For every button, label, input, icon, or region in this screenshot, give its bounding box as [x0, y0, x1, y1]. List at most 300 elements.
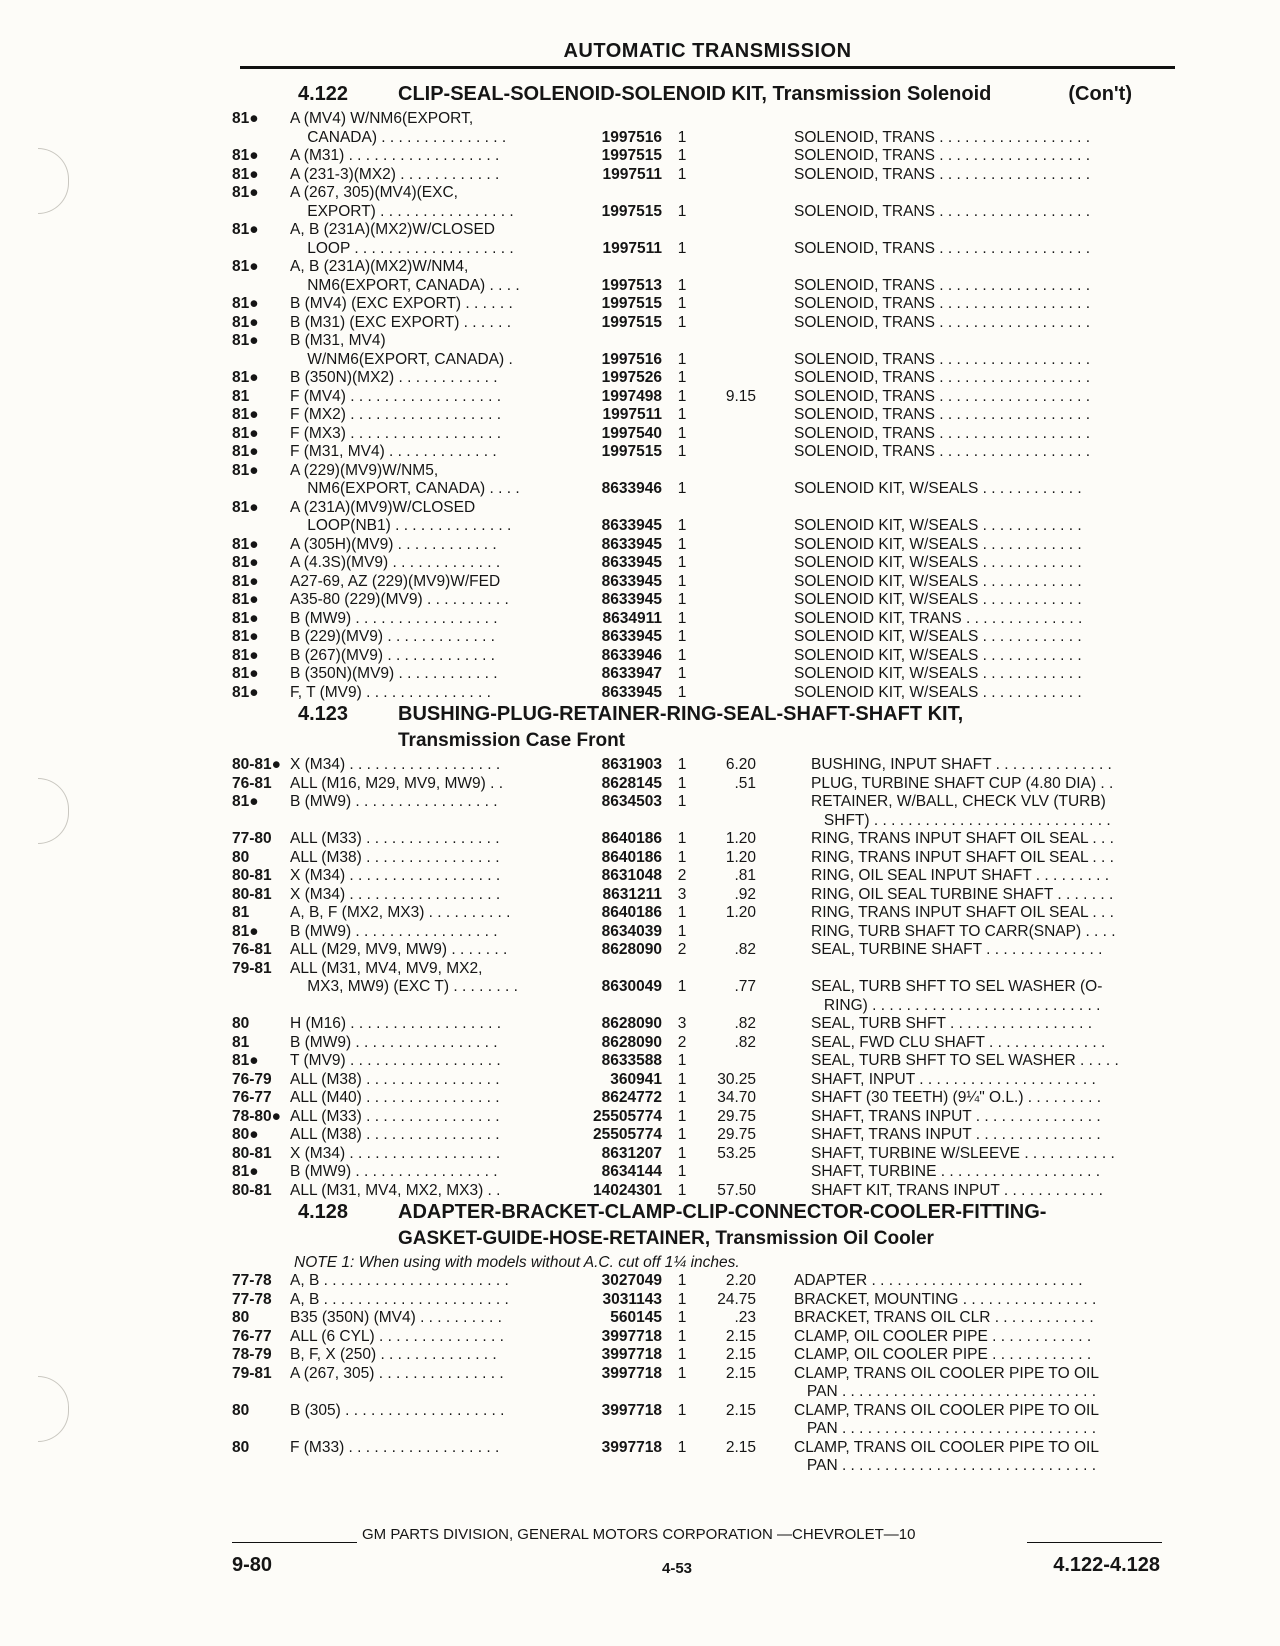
part-number: 8631903: [601, 756, 662, 773]
header-rule: [240, 66, 1175, 69]
model-year: 81●: [232, 1163, 259, 1180]
part-number: 8628090: [601, 1015, 662, 1032]
part-number: 1997513: [601, 276, 662, 294]
part-number: [560, 221, 662, 240]
model-description: B (MW9) . . . . . . . . . . . . . . . . .: [290, 609, 498, 627]
part-name: SOLENOID, TRANS . . . . . . . . . . . . . . . . . .: [794, 165, 1090, 183]
model-description: F (M33) . . . . . . . . . . . . . . . . . .: [290, 1438, 500, 1456]
part-row: [232, 406, 1192, 425]
part-name: SEAL, TURB SHFT . . . . . . . . . . . . . . . . .: [811, 1015, 1093, 1032]
quantity: [662, 258, 702, 277]
model-year: 81●: [232, 461, 259, 479]
part-name: [756, 184, 1169, 203]
footer-rule-left: [232, 1542, 357, 1543]
model-description: ALL (M40) . . . . . . . . . . . . . . . .: [290, 1089, 500, 1106]
part-number: 1997516: [601, 128, 662, 146]
part-number: [560, 110, 662, 129]
model-year: 81●: [232, 554, 259, 571]
part-row: [232, 203, 1192, 222]
part-name: CLAMP, TRANS OIL COOLER PIPE TO OIL: [794, 1401, 1099, 1419]
model-description: ALL (M16, M29, MV9, MW9) . .: [290, 774, 504, 792]
punch-hole-shape: [38, 778, 69, 844]
model-description: [290, 1420, 560, 1439]
part-row: [232, 129, 1192, 148]
model-description: A35-80 (229)(MV9) . . . . . . . . . .: [290, 591, 509, 608]
quantity: 1: [677, 1126, 687, 1143]
part-row: [232, 332, 1192, 351]
quantity: 1: [677, 683, 687, 701]
price: [702, 499, 756, 518]
section-title: GASKET-GUIDE-HOSE-RETAINER, Transmission Oil Cooler: [398, 1228, 934, 1249]
page-title: AUTOMATIC TRANSMISSION: [563, 40, 852, 62]
part-number: 8633947: [601, 665, 662, 682]
quantity: 1: [677, 572, 687, 590]
quantity: 1: [677, 313, 687, 331]
model-year: 80-81●: [232, 756, 282, 773]
model-description: F (MX2) . . . . . . . . . . . . . . . . . .: [290, 406, 501, 423]
model-year: 81●: [232, 628, 259, 645]
model-description: ALL (M31, MV4, MX2, MX3) . .: [290, 1181, 501, 1199]
part-number: 8633945: [601, 535, 662, 553]
part-number: 8634911: [602, 609, 662, 627]
model-year: 80●: [232, 1126, 259, 1143]
model-year: 77-78: [232, 1272, 272, 1289]
price: [702, 110, 756, 129]
model-description: B (MW9) . . . . . . . . . . . . . . . . .: [290, 922, 498, 940]
quantity: 1: [677, 1327, 687, 1345]
model-description: LOOP(NB1) . . . . . . . . . . . . . .: [290, 517, 512, 534]
model-year: 80: [232, 1438, 250, 1456]
price: [702, 554, 756, 573]
model-description: T (MV9) . . . . . . . . . . . . . . . . . .: [290, 1052, 501, 1069]
part-name: SEAL, TURB SHFT TO SEL WASHER (O-: [811, 978, 1103, 995]
model-year: 79-81: [232, 959, 272, 977]
model-description: ALL (M38) . . . . . . . . . . . . . . . .: [290, 1126, 500, 1143]
part-row: [232, 1328, 1192, 1347]
part-row: [232, 904, 1192, 923]
model-year: 81●: [232, 665, 259, 682]
part-number: 14024301: [593, 1181, 662, 1199]
part-number: 8631211: [602, 885, 662, 903]
part-name: RING, TRANS INPUT SHAFT OIL SEAL . . .: [811, 904, 1114, 921]
part-name: SOLENOID, TRANS . . . . . . . . . . . . . . . . . .: [794, 147, 1090, 164]
model-year: 77-80: [232, 830, 272, 847]
part-number: 3027049: [601, 1272, 662, 1289]
price: [702, 129, 756, 148]
part-number: 1997511: [602, 239, 662, 257]
quantity: [662, 960, 702, 979]
part-name: SHAFT KIT, TRANS INPUT . . . . . . . . . . . .: [811, 1181, 1103, 1199]
price: [702, 1457, 756, 1476]
part-name: BRACKET, MOUNTING . . . . . . . . . . . . . . . .: [794, 1290, 1097, 1308]
quantity: 1: [677, 1272, 687, 1289]
quantity: 1: [677, 591, 687, 608]
price: [702, 793, 756, 812]
model-description: ALL (M33) . . . . . . . . . . . . . . . .: [290, 1107, 500, 1125]
page-header: [240, 40, 1175, 69]
model-year: 81●: [232, 646, 259, 664]
price: 2.15: [725, 1327, 756, 1345]
section-number: [232, 730, 398, 751]
quantity: 1: [677, 1089, 687, 1106]
model-year: 76-77: [232, 1327, 272, 1345]
quantity: 1: [677, 369, 687, 386]
price: [702, 462, 756, 481]
model-year: 80: [232, 1015, 250, 1032]
model-description: B (229)(MV9) . . . . . . . . . . . . .: [290, 628, 495, 645]
quantity: 1: [677, 535, 687, 553]
part-row: [232, 166, 1192, 185]
part-name: SEAL, TURBINE SHAFT . . . . . . . . . . . . . .: [811, 941, 1103, 958]
price: [702, 277, 756, 296]
quantity: 3: [677, 885, 687, 903]
model-year: 78-79: [232, 1346, 272, 1363]
part-number: [560, 1420, 662, 1439]
quantity: 2: [677, 867, 687, 884]
part-row: [232, 775, 1192, 794]
part-name: RING, OIL SEAL INPUT SHAFT . . . . . . . . .: [811, 867, 1110, 884]
price: [702, 923, 756, 942]
price: .23: [734, 1309, 756, 1326]
part-number: 8630049: [601, 978, 662, 995]
model-description: F (M31, MV4) . . . . . . . . . . . . .: [290, 443, 497, 460]
part-row: [232, 388, 1192, 407]
price: 1.20: [725, 848, 756, 866]
part-name: SOLENOID, TRANS . . . . . . . . . . . . . . . . . .: [794, 350, 1090, 368]
model-year: 80: [232, 1309, 250, 1326]
quantity: 1: [677, 1181, 687, 1199]
price: [702, 812, 756, 831]
model-year: 81●: [232, 424, 259, 442]
part-name: PAN . . . . . . . . . . . . . . . . . . . . . . . . . . . . . .: [794, 1457, 1097, 1474]
model-description: A (267, 305) . . . . . . . . . . . . . . .: [290, 1364, 504, 1382]
quantity: [662, 997, 702, 1016]
part-number: 8634039: [601, 922, 662, 940]
part-row: [232, 1346, 1192, 1365]
part-name: RING, TURB SHAFT TO CARR(SNAP) . . . .: [811, 922, 1116, 940]
part-row: [232, 221, 1192, 240]
part-number: 1997511: [602, 165, 662, 183]
part-number: [560, 1457, 662, 1476]
parts-section: [232, 84, 1192, 702]
part-row: [232, 1272, 1192, 1291]
section-title: CLIP-SEAL-SOLENOID-SOLENOID KIT, Transmission Solenoid: [398, 83, 992, 105]
quantity: [662, 462, 702, 481]
price: [702, 517, 756, 536]
quantity: 1: [677, 295, 687, 312]
section-note: NOTE 1: When using with models without A.C. cut off 1¼ inches.: [294, 1254, 740, 1271]
price: 1.20: [725, 830, 756, 847]
part-number: 1997515: [601, 295, 662, 312]
model-year: [232, 1420, 290, 1439]
footer-rule-right: [1027, 1542, 1162, 1543]
part-number: 8633945: [601, 517, 662, 534]
part-row: [232, 867, 1192, 886]
quantity: 1: [677, 350, 687, 368]
model-description: NM6(EXPORT, CANADA) . . . .: [290, 276, 520, 294]
part-number: 3997718: [601, 1346, 662, 1363]
part-row: [232, 480, 1192, 499]
price: [702, 184, 756, 203]
price: 57.50: [717, 1181, 756, 1199]
model-description: A27-69, AZ (229)(MV9)W/FED: [290, 572, 501, 590]
quantity: 1: [677, 848, 687, 866]
quantity: 2: [677, 941, 687, 958]
part-row: [232, 184, 1192, 203]
quantity: 1: [677, 165, 687, 183]
model-description: A (M31) . . . . . . . . . . . . . . . . . .: [290, 147, 500, 164]
model-description: A, B (231A)(MX2)W/NM4,: [290, 258, 469, 275]
part-row: [232, 1439, 1192, 1458]
part-row: [232, 1052, 1192, 1071]
part-row: [232, 110, 1192, 129]
part-row: [232, 573, 1192, 592]
section-number: 4.122: [298, 83, 349, 105]
model-description: A, B (231A)(MX2)W/CLOSED: [290, 221, 495, 238]
model-year: 81●: [232, 184, 259, 201]
part-row: [232, 1365, 1192, 1384]
part-number: 8633945: [601, 554, 662, 571]
part-name: SHAFT, INPUT . . . . . . . . . . . . . . . . . . . . .: [811, 1070, 1096, 1088]
model-description: A (231A)(MV9)W/CLOSED: [290, 498, 476, 516]
model-description: H (M16) . . . . . . . . . . . . . . . . . .: [290, 1015, 502, 1032]
model-description: ALL (M38) . . . . . . . . . . . . . . . .: [290, 1070, 500, 1088]
model-description: A (229)(MV9)W/NM5,: [290, 461, 439, 479]
footer-publisher: GM PARTS DIVISION, GENERAL MOTORS CORPORATION —CHEVROLET—10: [362, 1526, 916, 1543]
parts-content: [232, 82, 1192, 1476]
part-number: 3997718: [601, 1401, 662, 1419]
section-heading: [232, 84, 1192, 105]
part-number: 8628090: [601, 1033, 662, 1051]
part-number: [560, 184, 662, 203]
quantity: 1: [677, 646, 687, 664]
model-year: [232, 203, 290, 222]
model-description: F (MV4) . . . . . . . . . . . . . . . . . .: [290, 387, 501, 405]
model-year: [232, 1457, 290, 1476]
part-name: SOLENOID, TRANS . . . . . . . . . . . . . . . . . .: [794, 369, 1090, 386]
quantity: 1: [677, 239, 687, 257]
part-number: 1997540: [601, 424, 662, 442]
model-description: X (M34) . . . . . . . . . . . . . . . . . .: [290, 867, 501, 884]
part-row: [232, 277, 1192, 296]
price: [702, 997, 756, 1016]
part-name: SOLENOID KIT, W/SEALS . . . . . . . . . . . .: [794, 572, 1082, 590]
model-year: 80: [232, 848, 250, 866]
model-year: [232, 351, 290, 370]
part-row: [232, 554, 1192, 573]
part-number: 1997526: [601, 369, 662, 386]
price: 2.15: [725, 1438, 756, 1456]
part-name: SOLENOID KIT, W/SEALS . . . . . . . . . . . .: [794, 646, 1082, 664]
part-number: 8628145: [601, 774, 662, 792]
part-number: 3997718: [601, 1327, 662, 1345]
model-description: W/NM6(EXPORT, CANADA) .: [290, 350, 513, 368]
part-name: SOLENOID, TRANS . . . . . . . . . . . . . . . . . .: [794, 239, 1090, 257]
quantity: 3: [677, 1015, 687, 1032]
model-description: X (M34) . . . . . . . . . . . . . . . . . .: [290, 885, 501, 903]
price: 2.15: [725, 1401, 756, 1419]
part-number: 3997718: [601, 1364, 662, 1382]
part-row: [232, 258, 1192, 277]
model-year: 81●: [232, 313, 259, 331]
part-name: SOLENOID KIT, W/SEALS . . . . . . . . . . . .: [794, 554, 1082, 571]
price: [702, 425, 756, 444]
part-name: SOLENOID, TRANS . . . . . . . . . . . . . . . . . .: [794, 276, 1090, 294]
model-year: 80-81: [232, 1181, 272, 1199]
model-year: 76-81: [232, 941, 272, 958]
quantity: 1: [677, 793, 687, 810]
model-year: 81●: [232, 498, 259, 516]
part-name: BUSHING, INPUT SHAFT . . . . . . . . . . . . . .: [811, 756, 1112, 773]
part-number: [560, 812, 662, 831]
model-description: A, B, F (MX2, MX3) . . . . . . . . . .: [290, 904, 511, 921]
model-year: 81●: [232, 332, 259, 349]
quantity: 1: [677, 424, 687, 442]
part-number: 8640186: [601, 848, 662, 866]
quantity: 1: [677, 1052, 687, 1069]
part-number: 8633588: [601, 1052, 662, 1069]
part-row: [232, 1383, 1192, 1402]
part-row: [232, 941, 1192, 960]
model-description: B (305) . . . . . . . . . . . . . . . . . . .: [290, 1401, 505, 1419]
model-year: 78-80●: [232, 1107, 282, 1125]
price: 1.20: [725, 904, 756, 921]
parts-section: [232, 1202, 1192, 1476]
model-description: B (350N)(MV9) . . . . . . . . . . . .: [290, 665, 498, 682]
price: 29.75: [717, 1107, 756, 1125]
price: .82: [734, 941, 756, 958]
part-number: [560, 997, 662, 1016]
part-name: SOLENOID, TRANS . . . . . . . . . . . . . . . . . .: [794, 387, 1090, 405]
price: [702, 647, 756, 666]
model-year: 80-81: [232, 867, 272, 884]
part-name: [756, 221, 1169, 240]
continued-label: (Con't): [1068, 83, 1132, 105]
model-year: 81●: [232, 535, 259, 553]
part-name: CLAMP, TRANS OIL COOLER PIPE TO OIL: [794, 1364, 1099, 1382]
model-description: A (305H)(MV9) . . . . . . . . . . . .: [290, 535, 497, 553]
model-description: EXPORT) . . . . . . . . . . . . . . . .: [290, 202, 514, 220]
model-year: 81●: [232, 110, 259, 127]
section-number: [232, 1228, 398, 1249]
model-year: 81●: [232, 295, 259, 312]
part-number: 1997498: [601, 387, 662, 405]
quantity: 1: [677, 202, 687, 220]
part-row: [232, 1015, 1192, 1034]
model-description: X (M34) . . . . . . . . . . . . . . . . . .: [290, 756, 501, 773]
part-name: [756, 499, 1169, 518]
part-row: [232, 628, 1192, 647]
price: .51: [734, 774, 756, 792]
part-number: 1997515: [601, 313, 662, 331]
quantity: 1: [677, 1346, 687, 1363]
part-number: 8633945: [601, 572, 662, 590]
price: [702, 573, 756, 592]
part-name: SOLENOID KIT, TRANS . . . . . . . . . . . . . .: [794, 609, 1083, 627]
price: [702, 536, 756, 555]
model-year: 81●: [232, 572, 259, 590]
part-row: [232, 647, 1192, 666]
model-description: A (MV4) W/NM6(EXPORT,: [290, 110, 474, 127]
model-description: [290, 1457, 560, 1476]
price: 2.20: [725, 1272, 756, 1289]
part-name: SOLENOID, TRANS . . . . . . . . . . . . . . . . . .: [794, 424, 1090, 442]
part-name: RING, OIL SEAL TURBINE SHAFT . . . . . . .: [811, 885, 1114, 903]
quantity: 2: [677, 1033, 687, 1051]
model-description: ALL (M38) . . . . . . . . . . . . . . . .: [290, 848, 500, 866]
footer-page-number: 4-53: [662, 1560, 693, 1577]
part-name: SEAL, FWD CLU SHAFT . . . . . . . . . . . . . .: [811, 1033, 1106, 1051]
part-row: [232, 443, 1192, 462]
quantity: [662, 221, 702, 240]
model-year: 81●: [232, 922, 259, 940]
part-row: [232, 1108, 1192, 1127]
model-description: ALL (M33) . . . . . . . . . . . . . . . .: [290, 830, 500, 847]
price: [702, 369, 756, 388]
price: [702, 203, 756, 222]
section-number: 4.128: [298, 1201, 349, 1223]
part-row: [232, 830, 1192, 849]
parts-section: [232, 704, 1192, 1200]
part-number: 360941: [610, 1070, 662, 1088]
model-description: B (MW9) . . . . . . . . . . . . . . . . .: [290, 793, 498, 810]
part-row: [232, 1163, 1192, 1182]
part-name: PLUG, TURBINE SHAFT CUP (4.80 DIA) . .: [811, 774, 1114, 792]
price: [702, 960, 756, 979]
part-name: PAN . . . . . . . . . . . . . . . . . . . . . . . . . . . . . .: [794, 1420, 1097, 1437]
part-name: [756, 332, 1169, 351]
model-year: 80-81: [232, 1144, 272, 1162]
part-number: 8628090: [601, 941, 662, 958]
price: [702, 295, 756, 314]
part-row: [232, 1034, 1192, 1053]
section-title: BUSHING-PLUG-RETAINER-RING-SEAL-SHAFT-SHAFT KIT,: [398, 703, 964, 725]
quantity: 1: [677, 774, 687, 792]
model-year: [232, 240, 290, 259]
footer-section-range: 4.122-4.128: [1053, 1554, 1160, 1576]
quantity: [662, 1457, 702, 1476]
part-row: [232, 314, 1192, 333]
part-number: [560, 332, 662, 351]
part-number: [560, 258, 662, 277]
model-year: 79-81: [232, 1364, 272, 1382]
part-row: [232, 1089, 1192, 1108]
quantity: [662, 110, 702, 129]
price: [702, 1420, 756, 1439]
part-name: SOLENOID KIT, W/SEALS . . . . . . . . . . . .: [794, 665, 1082, 682]
model-description: B (MV4) (EXC EXPORT) . . . . . .: [290, 295, 513, 312]
model-year: 81●: [232, 591, 259, 608]
section-heading: [232, 730, 1192, 751]
part-row: [232, 997, 1192, 1016]
model-year: 80: [232, 1401, 250, 1419]
quantity: 1: [677, 1070, 687, 1088]
part-name: SOLENOID KIT, W/SEALS . . . . . . . . . . . .: [794, 480, 1082, 497]
part-row: [232, 425, 1192, 444]
model-description: A, B . . . . . . . . . . . . . . . . . . . . . .: [290, 1272, 509, 1289]
part-number: 1997511: [602, 406, 662, 423]
price: 6.20: [725, 756, 756, 773]
price: [702, 258, 756, 277]
model-year: 81●: [232, 406, 259, 423]
part-row: [232, 684, 1192, 703]
model-description: ALL (6 CYL) . . . . . . . . . . . . . . .: [290, 1327, 504, 1345]
part-name: CLAMP, OIL COOLER PIPE . . . . . . . . . . . .: [794, 1327, 1092, 1345]
part-row: [232, 1457, 1192, 1476]
model-description: A, B . . . . . . . . . . . . . . . . . . . . . .: [290, 1290, 509, 1308]
part-row: [232, 1182, 1192, 1201]
section-title: ADAPTER-BRACKET-CLAMP-CLIP-CONNECTOR-COOLER-FITTING-: [398, 1201, 1047, 1223]
